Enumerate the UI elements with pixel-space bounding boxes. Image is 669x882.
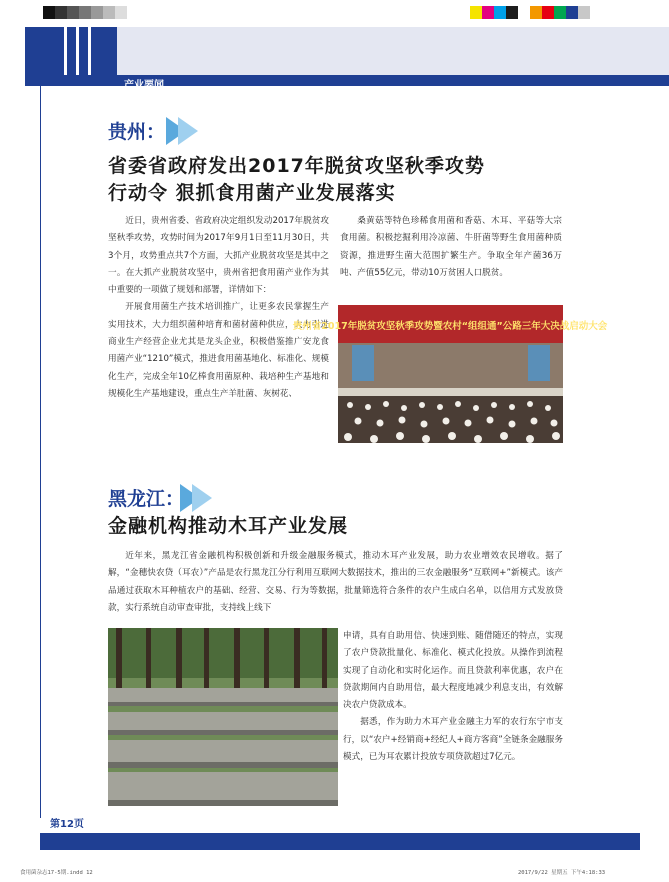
gray-color-swatches [43,6,127,19]
headline-line-1: 省委省政府发出2017年脱贫攻坚秋季攻势 [108,155,485,177]
color-swatch [79,6,91,19]
page-number: 第12页 [50,819,84,830]
header-stripe [64,27,67,75]
paragraph: 近年来，黑龙江省金融机构积极创新和升级金融服务模式，推动木耳产业发展，助力农业增效农民增收。据了解，“金穗快农贷（耳农）”产品是农行黑龙江分行利用互联网大数据技术，推出的三农金融服务“互联网+”新模式。该产品通过获取木耳种植农户的基础、经营、交易、行为等数据，批量筛选符合条件的农户生成白名单，以信用方式发放贷款，实行系统自动审查审批，支持线上线下 [108,551,563,613]
conference-photo [292,305,608,443]
color-swatch [518,6,530,19]
color-swatch [43,6,55,19]
fungus-field-photo [108,628,338,806]
chevron-icon [192,484,212,512]
section-bar [25,75,669,86]
paragraph: 据悉，作为助力木耳产业金融主力军的农行东宁市支行，以“农户+经销商+经纪人+商方客商”全链条金融服务模式，已为耳农累计投放专项贷款超过7亿元。 [343,717,563,763]
article1-left-column [108,213,329,403]
color-swatches [470,6,590,19]
header-stripe [76,27,79,75]
region-title-guizhou: 贵州： [108,121,166,143]
color-swatch [115,6,127,19]
color-swatch [55,6,67,19]
paragraph: 开展食用菌生产技术培训推广，让更多农民掌握生产实用技术，大力组织菌种培育和菌材菌种供应，大力引进商业生产经营企业尤其是龙头企业，积极借鉴推广安龙食用菌产业“1210”模式，推进食用菌基地化、标准化、规模化生产，完成全年10亿棒食用菌原种、栽培种生产基地和规模化生产基地建设，重点生产羊肚菌、灰树花、 [108,302,329,399]
photo-banner-text: 贵州省2017年脱贫攻坚秋季攻势暨农村“组组通”公路三年大决战启动大会 [292,321,608,332]
color-swatch [494,6,506,19]
headline-heilongjiang: 金融机构推动木耳产业发展 [108,515,349,537]
color-swatch [470,6,482,19]
header-band-dark [25,27,117,75]
color-swatch [67,6,79,19]
article1-right-column [340,213,562,282]
headline-line-2: 行动令 狠抓食用菌产业发展落实 [108,182,396,204]
article2-intro [108,548,563,617]
section-label: 产业要闻 [124,80,164,91]
header-stripe [88,27,91,75]
color-swatch [542,6,554,19]
print-slug-left: 食用菌杂志17-5期.indd 12 [20,870,93,876]
chevron-icon [178,117,198,145]
color-swatch [566,6,578,19]
color-swatch [506,6,518,19]
paragraph: 近日，贵州省委、省政府决定组织发动2017年脱贫攻坚秋季攻势，攻势时间为2017年9月1日至11月30日，共3个月，攻势重点共7个方面，大抓产业脱贫攻坚是其中之一。在大抓产业脱贫攻坚中，贵州省把食用菌产业作为其中重要的一项做了规划和部署，详情如下： [108,216,329,296]
color-swatch [482,6,494,19]
footer-band [40,833,640,850]
print-slug-right: 2017/9/22 星期五 下午4:18:33 [518,870,606,876]
color-swatch [554,6,566,19]
paragraph: 桑黄菇等特色珍稀食用菌和香菇、木耳、平菇等大宗食用菌。积极挖掘利用冷凉菌、牛肝菌等野生食用菌种质资源，推进野生菌大范围扩繁生产。争取全年产菌36万吨、产值55亿元，带动10万贫困人口脱贫。 [340,216,562,278]
region-title-heilongjiang: 黑龙江： [108,488,185,510]
article2-right-column [343,628,563,766]
margin-rule [40,86,41,818]
paragraph: 申请，具有自助用信、快速到账、随借随还的特点，实现了农户贷款批量化、标准化、模式化投放。从操作到流程实现了自动化和实时化运作。而且贷款利率优惠，农户在贷款期间内自助用信，最大程度地减少利息支出，有效解决农户贷款成本。 [343,631,563,711]
header-band-light [117,27,669,75]
color-swatch [91,6,103,19]
color-swatch [578,6,590,19]
color-swatch [530,6,542,19]
color-swatch [103,6,115,19]
